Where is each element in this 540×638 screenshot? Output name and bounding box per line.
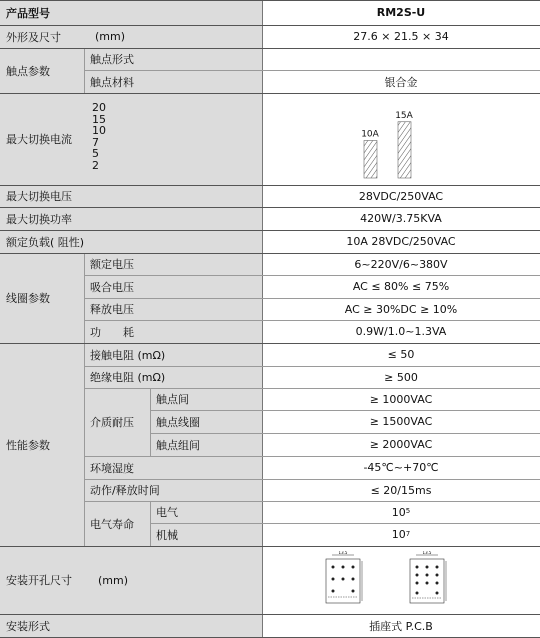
life-mechanical-base: 10 — [391, 528, 406, 541]
life-electrical-label: 电气 — [150, 501, 262, 523]
coil-item-value: AC ≥ 30%DC ≥ 10% — [262, 298, 540, 320]
row-divider — [0, 48, 540, 49]
row-divider — [0, 207, 540, 208]
current-bars-figure — [352, 100, 422, 182]
tick-label: 20 — [92, 101, 106, 114]
coil-item-value: 0.9W/1.0~1.3VA — [262, 320, 540, 343]
col-divider — [262, 0, 263, 638]
row-divider — [0, 0, 540, 1]
row-divider — [84, 366, 540, 367]
bar-10a-rect — [364, 141, 377, 179]
row-divider — [84, 320, 540, 321]
col-divider — [150, 388, 151, 456]
row-divider — [84, 388, 540, 389]
coil-label: 线圈参数 — [0, 253, 84, 343]
contact-form-label: 触点形式 — [84, 48, 262, 70]
row-divider — [84, 70, 540, 71]
row-divider — [0, 253, 540, 254]
mounting-hole-diagram-1 — [318, 551, 374, 609]
dims-unit: (mm) — [95, 30, 126, 43]
contact-resistance-value: ≤ 50 — [262, 343, 540, 366]
bar-15a-rect — [398, 122, 411, 178]
life-mechanical-value: 10 $^7$ — [262, 523, 540, 546]
timing-value: ≤ 20/15ms — [262, 479, 540, 501]
row-divider — [0, 614, 540, 615]
mounting-hole-diagram-2 — [402, 551, 458, 609]
bar-10a-label: 10A — [361, 129, 379, 140]
model-label: 产品型号 — [0, 0, 262, 25]
hole-dim-b: 13.5 — [422, 551, 432, 555]
max-voltage-value: 28VDC/250VAC — [262, 185, 540, 207]
performance-label: 性能参数 — [0, 343, 84, 546]
bar-15a — [395, 111, 413, 178]
row-divider — [84, 479, 540, 480]
row-divider — [84, 501, 540, 502]
bar-15a-label: 15A — [395, 110, 413, 121]
current-tick-labels — [92, 102, 106, 171]
row-divider — [150, 433, 540, 434]
coil-item-label: 释放电压 — [84, 298, 262, 320]
max-power-label: 最大切换功率 — [0, 207, 262, 230]
rated-load-label: 额定负载( 阻性) — [0, 230, 262, 253]
mounting-hole-unit: (mm) — [98, 573, 129, 587]
dielectric-label: 介质耐压 — [84, 388, 150, 456]
tick-label: 5 — [92, 147, 99, 160]
max-current-label: 最大切换电流 — [0, 93, 262, 185]
contact-resistance-label: 接触电阻 (mΩ) — [84, 343, 262, 366]
dielectric-item-label: 触点组间 — [150, 433, 262, 456]
col-divider — [84, 253, 85, 546]
dims-label-cell — [0, 25, 262, 48]
max-power-value: 420W/3.75KVA — [262, 207, 540, 230]
row-divider — [84, 275, 540, 276]
dielectric-item-value: ≥ 1500VAC — [262, 410, 540, 433]
model-value: RM2S-U — [262, 0, 540, 25]
life-electrical-value: 10 $^5$ — [262, 501, 540, 523]
row-divider — [84, 456, 540, 457]
row-divider — [0, 25, 540, 26]
dielectric-item-label: 触点间 — [150, 388, 262, 410]
row-divider — [150, 410, 540, 411]
life-electrical-base: 10 — [391, 505, 406, 519]
life-label: 电气寿命 — [84, 501, 150, 546]
mounting-hole-label: 安装开孔尺寸 — [6, 574, 72, 587]
contact-material-label: 触点材料 — [84, 70, 262, 93]
row-divider — [84, 298, 540, 299]
tick-label: 7 — [92, 135, 99, 149]
dims-label: 外形及尺寸 — [6, 30, 61, 44]
coil-item-label: 吸合电压 — [84, 275, 262, 298]
row-divider — [0, 546, 540, 547]
coil-item-label: 额定电压 — [84, 253, 262, 275]
tick-label: 2 — [92, 158, 99, 172]
row-divider — [0, 185, 540, 186]
max-voltage-label: 最大切换电压 — [0, 185, 262, 207]
dielectric-item-value: ≥ 2000VAC — [262, 433, 540, 456]
mounting-value: 插座式 P.C.B — [262, 614, 540, 638]
life-mechanical-label: 机械 — [150, 523, 262, 546]
env-value: -45℃~+70℃ — [262, 456, 540, 479]
row-divider — [0, 343, 540, 344]
contact-form-value — [262, 48, 540, 70]
mounting-hole-label-cell — [0, 546, 262, 614]
dielectric-item-label: 触点线圈 — [150, 410, 262, 433]
coil-item-value: 6~220V/6~380V — [262, 253, 540, 275]
coil-item-label: 功 耗 — [84, 320, 262, 343]
contact-material-value: 银合金 — [262, 70, 540, 93]
tick-label: 15 — [92, 112, 106, 126]
dielectric-item-value: ≥ 1000VAC — [262, 388, 540, 410]
contact-label: 触点参数 — [0, 48, 84, 93]
rated-load-value: 10A 28VDC/250VAC — [262, 230, 540, 253]
tick-label: 10 — [92, 124, 106, 137]
insulation-value: ≥ 500 — [262, 366, 540, 388]
bar-10a — [361, 130, 379, 179]
row-divider — [150, 523, 540, 524]
row-divider — [0, 93, 540, 94]
row-divider — [0, 230, 540, 231]
hole-dim-a: 13.5 — [338, 551, 348, 555]
coil-item-value: AC ≤ 80% ≤ 75% — [262, 275, 540, 298]
dims-value: 27.6 × 21.5 × 34 — [262, 25, 540, 48]
env-label: 环境湿度 — [84, 456, 262, 479]
timing-label: 动作/释放时间 — [84, 479, 262, 501]
mounting-label: 安装形式 — [0, 614, 262, 638]
mounting-hole-figure-cell — [262, 546, 540, 614]
insulation-label: 绝缘电阻 (mΩ) — [84, 366, 262, 388]
